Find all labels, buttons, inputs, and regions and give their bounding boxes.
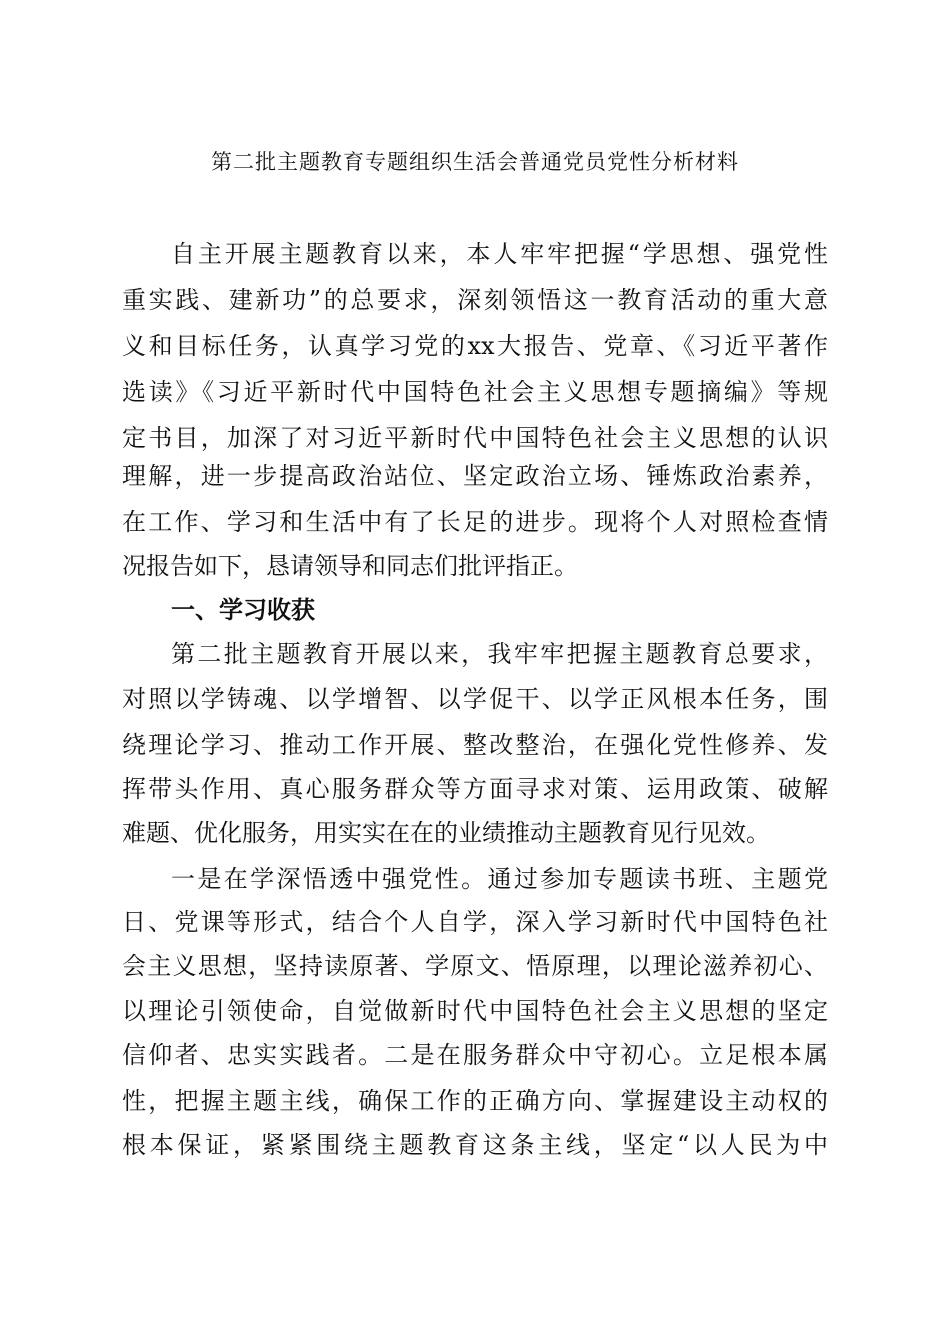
text-line: 挥带头作用、真心服务群众等方面寻求对策、运用政策、破解	[122, 775, 828, 803]
text-line: 会主义思想，坚持读原著、学原文、悟原理，以理论滋养初心、	[122, 952, 828, 980]
text-line: 第二批主题教育开展以来，我牢牢把握主题教育总要求，	[171, 640, 828, 668]
text-line: 定书目，加深了对习近平新时代中国特色社会主义思想的认识	[122, 424, 828, 452]
text-line: 对照以学铸魂、以学增智、以学促干、以学正风根本任务，围	[122, 685, 828, 713]
section-heading: 一、学习收获	[171, 596, 315, 624]
text-line: 绕理论学习、推动工作开展、整改整治，在强化党性修养、发	[122, 731, 828, 759]
text-line: 在工作、学习和生活中有了长足的进步。现将个人对照检查情	[122, 508, 828, 536]
text-line: 选读》《习近平新时代中国特色社会主义思想专题摘编》等规	[122, 378, 828, 406]
text-line: 况报告如下，恳请领导和同志们批评指正。	[122, 552, 578, 580]
text-line: 难题、优化服务，用实实在在的业绩推动主题教育见行见效。	[122, 819, 770, 847]
text-line: 义和目标任务，认真学习党的xx大报告、党章、《习近平著作	[122, 332, 828, 360]
text-line: 自主开展主题教育以来，本人牢牢把握“学思想、强党性	[171, 240, 828, 268]
text-line: 理解，进一步提高政治站位、坚定政治立场、锤炼政治素养，	[122, 462, 828, 490]
text-line: 一是在学深悟透中强党性。通过参加专题读书班、主题党	[171, 865, 828, 893]
text-line: 性，把握主题主线，确保工作的正确方向、掌握建设主动权的	[122, 1087, 828, 1115]
text-line: 根本保证，紧紧围绕主题教育这条主线，坚定“以人民为中	[122, 1131, 828, 1159]
document-title: 第二批主题教育专题组织生活会普通党员党性分析材料	[211, 150, 739, 174]
text-line: 以理论引领使命，自觉做新时代中国特色社会主义思想的坚定	[122, 997, 828, 1025]
text-line: 日、党课等形式，结合个人自学，深入学习新时代中国特色社	[122, 908, 828, 936]
text-line: 信仰者、忠实实践者。二是在服务群众中守初心。立足根本属	[122, 1041, 828, 1069]
text-line: 重实践、建新功”的总要求，深刻领悟这一教育活动的重大意	[122, 286, 828, 314]
